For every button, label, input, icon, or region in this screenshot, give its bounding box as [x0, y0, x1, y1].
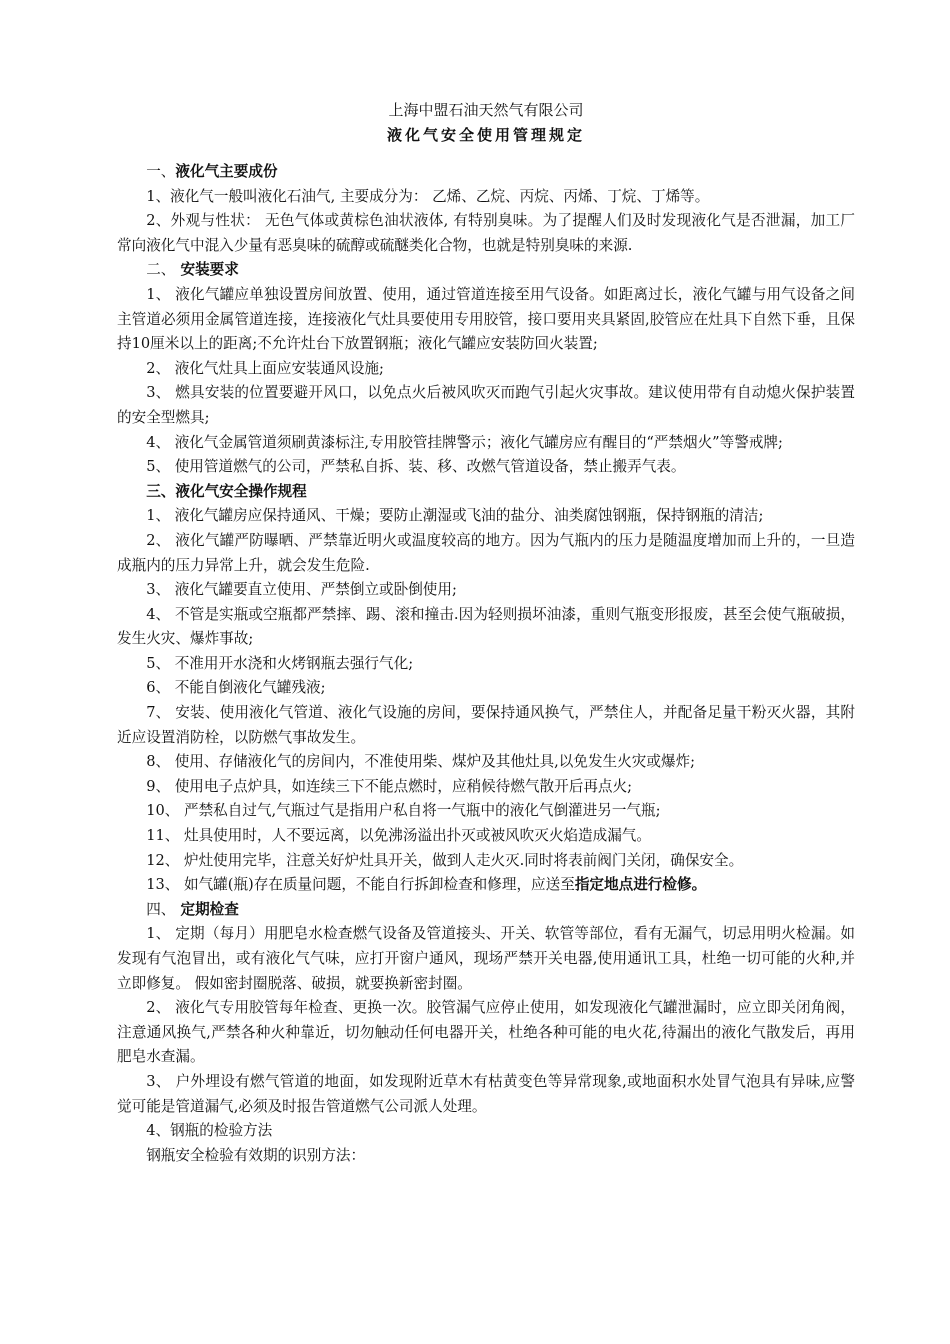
item-emphasis: 指定地点进行检修。 [574, 876, 707, 894]
section-1-item-1: 1、液化气一般叫液化石油气, 主要成分为： 乙烯、乙烷、丙烷、丙烯、丁烷、丁烯等。 [146, 187, 710, 205]
section-3-item-3: 3、 液化气罐要直立使用、严禁倒立或卧倒使用; [146, 581, 457, 599]
company-name: 上海中盟石油天然气有限公司 [388, 101, 584, 119]
section-3-item-8: 8、 使用、存储液化气的房间内，不准使用柴、煤炉及其他灶具,以免发生火灾或爆炸; [146, 753, 696, 771]
section-3-item-13 [117, 873, 855, 898]
section-2-item-1: 1、 液化气罐应单独设置房间放置、使用，通过管道连接至用气设备。如距离过长，液化气罐与用气设备之间主管道必须用金属管道连接，连接液化气灶具要使用专用胶管，接口要用夹具紧固,胶管应在灶具下自然下垂，且保持10厘米以上的距离;不允许灶台下放置钢瓶；液化气罐应安装防回火装置; [117, 285, 855, 353]
section-4-item-5: 钢瓶安全检验有效期的识别方法： [146, 1146, 366, 1164]
section-1-item-2: 2、外观与性状： 无色气体或黄棕色油状液体, 有特别臭味。为了提醒人们及时发现液化气是否泄漏，加工厂常向液化气中混入少量有恶臭味的硫醇或硫醚类化合物，也就是特别臭味的来源. [117, 212, 855, 254]
section-title: 三、液化气安全操作规程 [146, 482, 307, 500]
section-number: 一、 [146, 163, 176, 180]
section-4-item-4: 4、钢瓶的检验方法 [146, 1122, 273, 1140]
section-4-item-2: 2、 液化气专用胶管每年检查、更换一次。胶管漏气应停止使用，如发现液化气罐泄漏时，应立即关闭角阀，注意通风换气,严禁各种火种靠近，切勿触动任何电器开关，杜绝各种可能的电火花,待漏出的液化气散发后，再用肥皂水查漏。 [117, 999, 855, 1066]
section-4-item-3: 3、 户外埋设有燃气管道的地面，如发现附近草木有枯黄变色等异常现象,或地面积水处冒气泡具有异味,应警觉可能是管道漏气,必须及时报告管道燃气公司派人处理。 [117, 1072, 855, 1115]
section-3-item-2: 2、 液化气罐严防曝晒、严禁靠近明火或温度较高的地方。因为气瓶内的压力是随温度增加而上升的，一旦造成瓶内的压力异常上升，就会发生危险. [117, 531, 855, 574]
section-2-item-5: 5、 使用管道燃气的公司，严禁私自拆、装、移、改燃气管道设备，禁止搬弄气表。 [146, 458, 686, 476]
document-page [117, 98, 855, 1168]
document-title: 液化气安全使用管理规定 [386, 126, 585, 144]
section-3-item-4: 4、 不管是实瓶或空瓶都严禁摔、踢、滚和撞击.因为轻则损坏油漆，重则气瓶变形报废，甚至会使气瓶破损，发生火灾、爆炸事故; [117, 605, 855, 648]
section-3-item-5: 5、 不准用开水浇和火烤钢瓶去强行气化; [146, 654, 414, 672]
item-text: 13、 如气罐(瓶)存在质量问题，不能自行拆卸检查和修理，应送至 [146, 876, 575, 894]
section-number: 二、 [146, 261, 176, 279]
section-heading-4 [117, 898, 855, 923]
section-2-item-4: 4、 液化气金属管道须刷黄漆标注,专用胶管挂牌警示；液化气罐房应有醒目的“严禁烟火”等警戒牌; [146, 433, 783, 451]
section-3-item-10: 10、 严禁私自过气,气瓶过气是指用户私自将一气瓶中的液化气倒灌进另一气瓶; [146, 802, 661, 820]
section-4-item-1: 1、 定期（每月）用肥皂水检查燃气设备及管道接头、开关、软管等部位，看有无漏气，切忌用明火检漏。如发现有气泡冒出，或有液化气气味，应打开窗户通风，现场严禁开关电器,使用通讯工具，杜绝一切可能的火种,并立即修复。 假如密封圈脱落、破损，就要换新密封圈。 [117, 925, 855, 992]
section-title: 安装要求 [175, 261, 239, 279]
section-3-item-9: 9、 使用电子点炉具，如连续三下不能点燃时，应稍候待燃气散开后再点火; [146, 777, 633, 795]
section-number: 四、 [146, 900, 176, 918]
section-2-item-3: 3、 燃具安装的位置要避开风口，以免点火后被风吹灭而跑气引起火灾事故。建议使用带有自动熄火保护装置的安全型燃具; [117, 384, 855, 426]
section-title: 定期检查 [175, 900, 239, 918]
section-heading-2 [117, 258, 855, 283]
section-title: 液化气主要成份 [175, 163, 278, 180]
section-3-item-1: 1、 液化气罐房应保持通风、干燥；要防止潮湿或飞油的盐分、油类腐蚀钢瓶，保持钢瓶的清洁; [146, 507, 764, 525]
section-3-item-12: 12、 炉灶使用完毕，注意关好炉灶具开关，做到人走火灭.同时将表前阀门关闭，确保安全。 [146, 851, 744, 869]
section-heading-1 [117, 160, 855, 185]
section-2-item-2: 2、 液化气灶具上面应安装通风设施; [146, 359, 384, 377]
section-3-item-6: 6、 不能自倒液化气罐残液; [146, 679, 326, 697]
section-heading-3 [117, 480, 855, 505]
section-3-item-7: 7、 安装、使用液化气管道、液化气设施的房间，要保持通风换气，严禁住人，并配备足量干粉灭火器，其附近应设置消防栓，以防燃气事故发生。 [117, 704, 855, 746]
section-3-item-11: 11、 灶具使用时，人不要远离，以免沸汤溢出扑灭或被风吹灭火焰造成漏气。 [146, 827, 651, 845]
